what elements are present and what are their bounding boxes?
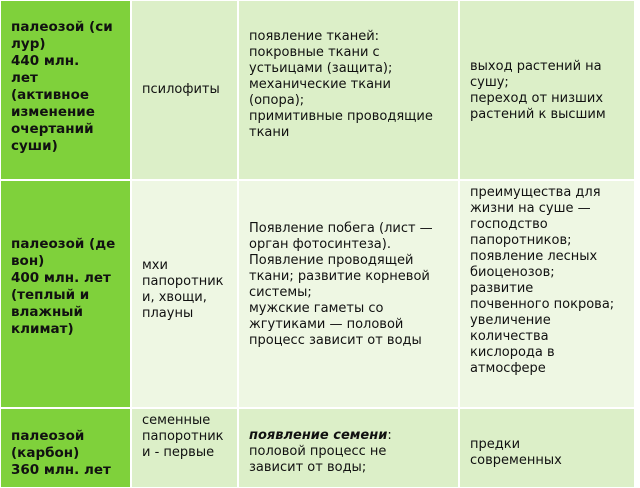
features-text <box>249 428 454 476</box>
features-rest: : половой процесс не зависит от воды; <box>249 428 392 475</box>
plants-cell <box>131 0 238 180</box>
plants-text: псилофиты <box>142 82 220 97</box>
era-cell <box>0 408 131 488</box>
plants-cell <box>131 180 238 408</box>
significance-cell <box>459 408 635 488</box>
table-row <box>0 408 640 488</box>
significance-cell <box>459 0 635 180</box>
features-cell <box>238 0 459 180</box>
right-margin <box>635 0 640 480</box>
significance-text: выход растений на сушу; переход от низших растений к высшим <box>470 59 606 122</box>
plants-cell <box>131 408 238 488</box>
plants-text: семенные папоротник и - первые <box>142 413 224 460</box>
seed-emphasis: появление семени <box>249 428 388 443</box>
features-cell <box>238 180 459 408</box>
era-text: палеозой (карбон) 360 млн. лет <box>11 428 111 478</box>
era-text: палеозой (де вон) 400 млн. лет (теплый и влажный климат) <box>11 236 116 337</box>
significance-cell <box>459 180 635 408</box>
era-cell <box>0 180 131 408</box>
era-text: палеозой (си лур) 440 млн. лет (активное изменение очертаний суши) <box>11 19 113 154</box>
table-row <box>0 180 640 408</box>
significance-text: преимущества для жизни на суше — господство папоротников; появление лесных биоценозов; развитие почвенного покрова; увеличение количества кислорода в атмосфере <box>470 185 615 376</box>
features-text: Появление побега (лист — орган фотосинтеза). Появление проводящей ткани; развитие корневой системы; мужские гаметы со жгутиками — половой процесс зависит от воды <box>249 221 433 348</box>
features-cell <box>238 408 459 488</box>
significance-text: предки современных <box>470 437 562 468</box>
plants-text: мхи папоротник и, хвощи, плауны <box>142 258 224 321</box>
features-text: появление тканей: покровные ткани с устьицами (защита); механические ткани (опора); примитивные проводящие ткани <box>249 29 433 140</box>
era-cell <box>0 0 131 180</box>
table-row <box>0 0 640 180</box>
